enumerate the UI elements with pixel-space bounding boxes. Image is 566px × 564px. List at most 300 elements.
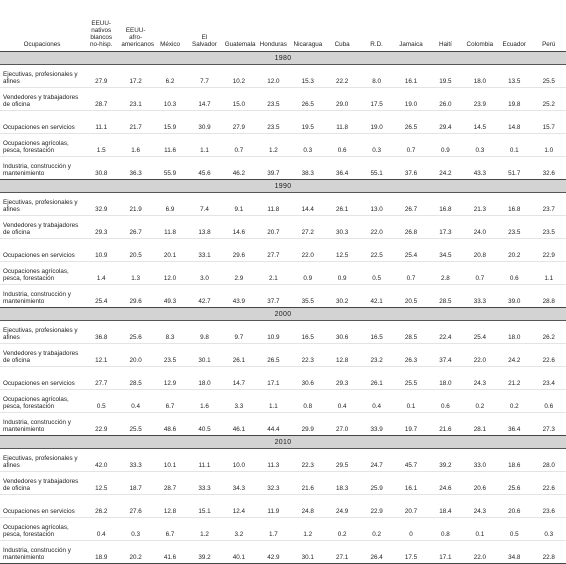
- table-cell: 15.9: [153, 111, 187, 134]
- table-cell: 35.5: [291, 285, 325, 308]
- table-cell: 46.2: [222, 157, 256, 180]
- table-cell: 2.1: [256, 262, 290, 285]
- table-cell: 12.0: [153, 262, 187, 285]
- row-label: Vendedores y trabajadores de oficina: [0, 344, 84, 367]
- table-cell: 48.6: [153, 413, 187, 436]
- table-cell: 42.9: [256, 541, 290, 564]
- table-cell: 15.7: [531, 111, 566, 134]
- table-row: [0, 262, 566, 285]
- table-cell: 16.1: [394, 65, 428, 88]
- table-cell: 28.8: [531, 285, 566, 308]
- table-row: [0, 321, 566, 344]
- table-cell: 0.5: [497, 518, 531, 541]
- row-label: Industria, construcción y mantenimiento: [0, 157, 84, 180]
- table-cell: 29.0: [325, 88, 359, 111]
- table-cell: 1.2: [291, 518, 325, 541]
- table-cell: 26.0: [428, 88, 462, 111]
- table-cell: 26.7: [118, 216, 152, 239]
- table-cell: 23.7: [531, 193, 566, 216]
- table-row: [0, 239, 566, 262]
- table-cell: 11.1: [187, 449, 221, 472]
- row-label: Ocupaciones en servicios: [0, 367, 84, 390]
- table-row: [0, 390, 566, 413]
- table-cell: 1.3: [118, 262, 152, 285]
- table-cell: 19.8: [497, 88, 531, 111]
- table-row: [0, 495, 566, 518]
- table-cell: 0.9: [291, 262, 325, 285]
- table-cell: 44.4: [256, 413, 290, 436]
- table-cell: 29.6: [222, 239, 256, 262]
- row-label: Ocupaciones en servicios: [0, 111, 84, 134]
- table-cell: 1.1: [256, 390, 290, 413]
- row-label: Ocupaciones agrícolas, pesca, forestación: [0, 518, 84, 541]
- table-cell: 1.2: [187, 518, 221, 541]
- year-section-header: [0, 180, 566, 193]
- table-cell: 39.2: [187, 541, 221, 564]
- table-cell: 20.0: [118, 344, 152, 367]
- table-cell: 30.6: [291, 367, 325, 390]
- table-cell: 17.3: [428, 216, 462, 239]
- column-header: Cuba: [325, 0, 359, 52]
- table-cell: 20.1: [153, 239, 187, 262]
- table-cell: 22.6: [531, 344, 566, 367]
- table-cell: 19.0: [394, 88, 428, 111]
- table-cell: 0.7: [222, 134, 256, 157]
- table-cell: 24.0: [463, 216, 497, 239]
- table-cell: 17.5: [359, 88, 393, 111]
- table-cell: 18.3: [325, 472, 359, 495]
- table-cell: 28.7: [153, 472, 187, 495]
- table-cell: 45.7: [394, 449, 428, 472]
- table-cell: 21.3: [463, 193, 497, 216]
- table-cell: 30.2: [325, 285, 359, 308]
- table-cell: 29.3: [84, 216, 118, 239]
- table-cell: 16.8: [428, 193, 462, 216]
- table-cell: 26.2: [84, 495, 118, 518]
- table-cell: 37.6: [394, 157, 428, 180]
- row-label: Industria, construcción y mantenimiento: [0, 413, 84, 436]
- table-cell: 24.2: [497, 344, 531, 367]
- row-label: Ocupaciones agrícolas, pesca, forestación: [0, 390, 84, 413]
- column-header: Guatemala: [222, 0, 256, 52]
- table-cell: 22.0: [463, 541, 497, 564]
- year-label: 1990: [0, 180, 566, 193]
- table-cell: 20.6: [463, 472, 497, 495]
- row-label: Ocupaciones agrícolas, pesca, forestación: [0, 262, 84, 285]
- table-cell: 30.8: [84, 157, 118, 180]
- table-cell: 10.0: [222, 449, 256, 472]
- table-cell: 45.6: [187, 157, 221, 180]
- table-cell: 22.0: [463, 344, 497, 367]
- table-cell: 17.1: [428, 541, 462, 564]
- table-cell: 37.4: [428, 344, 462, 367]
- table-cell: 0.4: [325, 390, 359, 413]
- table-cell: 40.1: [222, 541, 256, 564]
- table-cell: 12.8: [325, 344, 359, 367]
- year-section-header: [0, 52, 566, 65]
- table-cell: 12.9: [153, 367, 187, 390]
- table-cell: 16.5: [291, 321, 325, 344]
- table-cell: 1.2: [256, 134, 290, 157]
- table-cell: 20.5: [394, 285, 428, 308]
- table-cell: 18.7: [118, 472, 152, 495]
- table-cell: 0.9: [428, 134, 462, 157]
- row-label: Vendedores y trabajadores de oficina: [0, 88, 84, 111]
- table-cell: 7.4: [187, 193, 221, 216]
- table-cell: 12.5: [84, 472, 118, 495]
- table-cell: 3.2: [222, 518, 256, 541]
- table-cell: 28.1: [463, 413, 497, 436]
- table-cell: 1.1: [187, 134, 221, 157]
- table-cell: 6.9: [153, 193, 187, 216]
- table-cell: 13.0: [359, 193, 393, 216]
- table-cell: 14.7: [187, 88, 221, 111]
- table-cell: 0.4: [118, 390, 152, 413]
- year-label: 1980: [0, 52, 566, 65]
- table-cell: 23.5: [256, 111, 290, 134]
- table-cell: 42.1: [359, 285, 393, 308]
- table-cell: 24.7: [359, 449, 393, 472]
- table-cell: 30.6: [325, 321, 359, 344]
- table-cell: 30.3: [325, 216, 359, 239]
- table-cell: 51.7: [497, 157, 531, 180]
- table-cell: 0.7: [394, 134, 428, 157]
- table-cell: 36.4: [497, 413, 531, 436]
- table-cell: 24.6: [428, 472, 462, 495]
- table-row: [0, 193, 566, 216]
- table-cell: 12.1: [84, 344, 118, 367]
- table-cell: 1.6: [187, 390, 221, 413]
- table-row: [0, 285, 566, 308]
- table-cell: 29.6: [118, 285, 152, 308]
- table-cell: 23.4: [531, 367, 566, 390]
- table-cell: 20.2: [497, 239, 531, 262]
- row-label: Ejecutivas, profesionales y afines: [0, 193, 84, 216]
- table-cell: 0.6: [325, 134, 359, 157]
- table-cell: 7.7: [187, 65, 221, 88]
- table-cell: 36.8: [84, 321, 118, 344]
- table-cell: 37.7: [256, 285, 290, 308]
- table-cell: 26.1: [359, 367, 393, 390]
- table-cell: 8.3: [153, 321, 187, 344]
- table-cell: 1.1: [531, 262, 566, 285]
- table-cell: 12.5: [325, 239, 359, 262]
- row-label: Vendedores y trabajadores de oficina: [0, 472, 84, 495]
- table-cell: 11.8: [325, 111, 359, 134]
- table-cell: 0.8: [291, 390, 325, 413]
- table-cell: 0.1: [394, 390, 428, 413]
- table-cell: 0.7: [394, 262, 428, 285]
- table-cell: 12.0: [256, 65, 290, 88]
- table-cell: 0.7: [463, 262, 497, 285]
- table-cell: 27.6: [118, 495, 152, 518]
- table-cell: 33.3: [463, 285, 497, 308]
- table-row: [0, 88, 566, 111]
- table-cell: 27.1: [325, 541, 359, 564]
- table-cell: 25.5: [531, 65, 566, 88]
- table-cell: 11.8: [153, 216, 187, 239]
- table-cell: 32.6: [531, 157, 566, 180]
- table-cell: 0.3: [291, 134, 325, 157]
- table-body: [0, 52, 566, 564]
- table-cell: 0.2: [463, 390, 497, 413]
- table-cell: 39.0: [497, 285, 531, 308]
- table-cell: 26.8: [394, 216, 428, 239]
- table-cell: 1.6: [118, 134, 152, 157]
- table-cell: 43.3: [463, 157, 497, 180]
- table-cell: 27.0: [325, 413, 359, 436]
- column-header: EEUU- nativos blancos no-hisp.: [84, 0, 118, 52]
- table-cell: 26.3: [394, 344, 428, 367]
- table-cell: 22.0: [359, 216, 393, 239]
- table-cell: 18.0: [187, 367, 221, 390]
- table-cell: 11.6: [153, 134, 187, 157]
- table-cell: 3.0: [187, 262, 221, 285]
- table-cell: 15.3: [291, 65, 325, 88]
- table-cell: 0.1: [463, 518, 497, 541]
- table-row: [0, 472, 566, 495]
- table-row: [0, 541, 566, 564]
- table-cell: 0.3: [359, 134, 393, 157]
- table-cell: 29.3: [325, 367, 359, 390]
- table-cell: 33.3: [118, 449, 152, 472]
- year-label: 2000: [0, 308, 566, 321]
- table-cell: 19.0: [359, 111, 393, 134]
- table-cell: 33.1: [187, 239, 221, 262]
- column-header: Honduras: [256, 0, 290, 52]
- table-cell: 25.4: [84, 285, 118, 308]
- table-cell: 1.7: [256, 518, 290, 541]
- table-cell: 16.5: [359, 321, 393, 344]
- table-cell: 0.4: [359, 390, 393, 413]
- table-cell: 34.5: [428, 239, 462, 262]
- table-row: [0, 367, 566, 390]
- table-row: [0, 111, 566, 134]
- table-cell: 14.5: [463, 111, 497, 134]
- table-cell: 21.7: [118, 111, 152, 134]
- table-cell: 23.5: [153, 344, 187, 367]
- row-label: Ocupaciones en servicios: [0, 495, 84, 518]
- table-cell: 20.7: [256, 216, 290, 239]
- column-header: Nicaragua: [291, 0, 325, 52]
- table-cell: 39.7: [256, 157, 290, 180]
- table-cell: 15.0: [222, 88, 256, 111]
- table-cell: 55.1: [359, 157, 393, 180]
- table-cell: 1.5: [84, 134, 118, 157]
- table-cell: 8.0: [359, 65, 393, 88]
- table-cell: 26.4: [359, 541, 393, 564]
- table-cell: 27.9: [84, 65, 118, 88]
- table-cell: 17.1: [256, 367, 290, 390]
- table-cell: 23.5: [256, 88, 290, 111]
- table-cell: 33.9: [359, 413, 393, 436]
- table-cell: 0.2: [359, 518, 393, 541]
- table-cell: 25.2: [531, 88, 566, 111]
- row-label: Ejecutivas, profesionales y afines: [0, 449, 84, 472]
- row-label: Ocupaciones agrícolas, pesca, forestación: [0, 134, 84, 157]
- table-cell: 19.5: [291, 111, 325, 134]
- table-header: [0, 0, 566, 52]
- table-cell: 3.3: [222, 390, 256, 413]
- table-cell: 25.6: [497, 472, 531, 495]
- table-cell: 25.4: [463, 321, 497, 344]
- table-cell: 23.9: [463, 88, 497, 111]
- table-cell: 46.1: [222, 413, 256, 436]
- table-cell: 43.9: [222, 285, 256, 308]
- table-cell: 30.9: [187, 111, 221, 134]
- row-label: Ocupaciones en servicios: [0, 239, 84, 262]
- table-cell: 14.7: [222, 367, 256, 390]
- table-cell: 16.8: [497, 193, 531, 216]
- table-cell: 24.8: [291, 495, 325, 518]
- table-cell: 29.9: [291, 413, 325, 436]
- table-row: [0, 216, 566, 239]
- table-cell: 32.9: [84, 193, 118, 216]
- table-cell: 24.2: [428, 157, 462, 180]
- table-cell: 27.7: [256, 239, 290, 262]
- table-cell: 10.2: [222, 65, 256, 88]
- table-cell: 18.6: [497, 449, 531, 472]
- table-cell: 22.9: [84, 413, 118, 436]
- table-cell: 22.3: [291, 344, 325, 367]
- table-cell: 22.5: [359, 239, 393, 262]
- table-cell: 23.6: [531, 495, 566, 518]
- row-label: Ejecutivas, profesionales y afines: [0, 321, 84, 344]
- table-cell: 39.2: [428, 449, 462, 472]
- table-cell: 2.9: [222, 262, 256, 285]
- table-cell: 22.8: [531, 541, 566, 564]
- table-cell: 0.3: [118, 518, 152, 541]
- table-cell: 25.4: [394, 239, 428, 262]
- table-cell: 22.6: [531, 472, 566, 495]
- table-cell: 38.3: [291, 157, 325, 180]
- table-cell: 25.9: [359, 472, 393, 495]
- table-cell: 0: [394, 518, 428, 541]
- table-cell: 40.5: [187, 413, 221, 436]
- table-cell: 11.3: [256, 449, 290, 472]
- table-cell: 28.5: [428, 285, 462, 308]
- table-cell: 0.2: [497, 390, 531, 413]
- table-cell: 20.6: [497, 495, 531, 518]
- row-label: Industria, construcción y mantenimiento: [0, 541, 84, 564]
- column-header: Perú: [531, 0, 566, 52]
- table-cell: 21.2: [497, 367, 531, 390]
- table-cell: 23.5: [531, 216, 566, 239]
- table-cell: 22.0: [291, 239, 325, 262]
- column-header: Jamaica: [394, 0, 428, 52]
- table-cell: 0.3: [463, 134, 497, 157]
- table-cell: 10.3: [153, 88, 187, 111]
- table-cell: 24.3: [463, 495, 497, 518]
- table-cell: 0.2: [325, 518, 359, 541]
- table-cell: 10.1: [153, 449, 187, 472]
- table-cell: 27.7: [84, 367, 118, 390]
- column-header: Ecuador: [497, 0, 531, 52]
- table-cell: 0.1: [497, 134, 531, 157]
- table-cell: 21.6: [291, 472, 325, 495]
- table-cell: 17.2: [118, 65, 152, 88]
- table-cell: 42.7: [187, 285, 221, 308]
- table-cell: 0.6: [497, 262, 531, 285]
- year-label: 2010: [0, 436, 566, 449]
- column-header: Haití: [428, 0, 462, 52]
- table-cell: 2.8: [428, 262, 462, 285]
- row-label: Ejecutivas, profesionales y afines: [0, 65, 84, 88]
- table-cell: 27.9: [222, 111, 256, 134]
- table-row: [0, 157, 566, 180]
- table-cell: 18.4: [428, 495, 462, 518]
- table-cell: 0.8: [428, 518, 462, 541]
- table-cell: 29.5: [325, 449, 359, 472]
- table-cell: 26.1: [222, 344, 256, 367]
- table-cell: 32.3: [256, 472, 290, 495]
- table-cell: 27.3: [531, 413, 566, 436]
- table-cell: 21.6: [428, 413, 462, 436]
- header-row: [0, 0, 566, 52]
- table-cell: 30.1: [187, 344, 221, 367]
- table-cell: 42.0: [84, 449, 118, 472]
- table-row: [0, 518, 566, 541]
- table-cell: 25.5: [118, 413, 152, 436]
- table-cell: 20.7: [394, 495, 428, 518]
- table-cell: 19.7: [394, 413, 428, 436]
- table-cell: 23.2: [359, 344, 393, 367]
- table-row: [0, 344, 566, 367]
- table-cell: 28.7: [84, 88, 118, 111]
- table-cell: 26.5: [256, 344, 290, 367]
- table-row: [0, 413, 566, 436]
- table-cell: 22.4: [428, 321, 462, 344]
- table-cell: 49.3: [153, 285, 187, 308]
- table-cell: 1.0: [531, 134, 566, 157]
- table-cell: 41.6: [153, 541, 187, 564]
- column-header: EEUU-afro- americanos: [118, 0, 152, 52]
- row-label: Vendedores y trabajadores de oficina: [0, 216, 84, 239]
- table-cell: 17.5: [394, 541, 428, 564]
- table-cell: 26.5: [291, 88, 325, 111]
- table-cell: 18.0: [428, 367, 462, 390]
- table-cell: 34.8: [497, 541, 531, 564]
- table-cell: 15.1: [187, 495, 221, 518]
- table-row: [0, 449, 566, 472]
- table-cell: 28.5: [118, 367, 152, 390]
- column-header: R.D.: [359, 0, 393, 52]
- table-cell: 33.0: [463, 449, 497, 472]
- column-header-ocupaciones: Ocupaciones: [0, 0, 84, 52]
- table-cell: 18.0: [463, 65, 497, 88]
- table-cell: 18.9: [84, 541, 118, 564]
- table-cell: 24.3: [463, 367, 497, 390]
- table-cell: 21.9: [118, 193, 152, 216]
- table-cell: 26.2: [531, 321, 566, 344]
- year-section-header: [0, 308, 566, 321]
- table-cell: 22.3: [291, 449, 325, 472]
- table-cell: 23.1: [118, 88, 152, 111]
- table-cell: 12.4: [222, 495, 256, 518]
- table-cell: 0.5: [359, 262, 393, 285]
- table-cell: 22.9: [531, 239, 566, 262]
- table-cell: 22.9: [359, 495, 393, 518]
- table-cell: 0.9: [325, 262, 359, 285]
- table-cell: 11.9: [256, 495, 290, 518]
- table-cell: 19.5: [428, 65, 462, 88]
- table-cell: 11.1: [84, 111, 118, 134]
- table-cell: 29.4: [428, 111, 462, 134]
- table-cell: 25.6: [118, 321, 152, 344]
- table-cell: 0.6: [531, 390, 566, 413]
- table-row: [0, 134, 566, 157]
- table-cell: 24.9: [325, 495, 359, 518]
